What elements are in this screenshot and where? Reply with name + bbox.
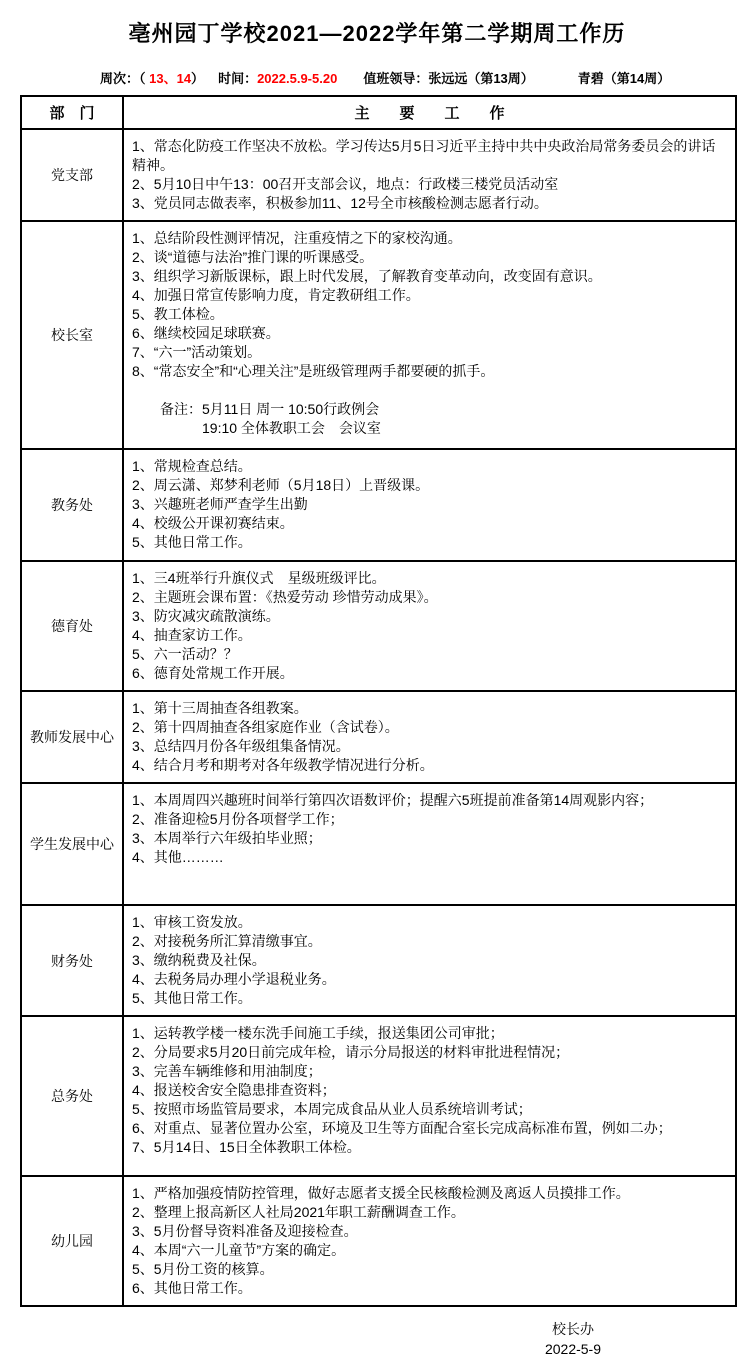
footer-date: 2022-5-9 [544, 1341, 602, 1357]
week-label: 周次：（ [100, 71, 150, 86]
work-item: 3、5月份督导资料准备及迎接检查。 [132, 1223, 358, 1239]
time-label: 时间： [218, 71, 258, 86]
work-cell [123, 221, 736, 449]
dept-cell: 德育处 [21, 561, 123, 691]
note-line: 备注：5月11日 周一 10:50行政例会 [160, 401, 380, 417]
work-item: 2、对接税务所汇算清缴事宜。 [132, 933, 322, 949]
header-work: 主 要 工 作 [123, 96, 736, 129]
work-item: 7、“六一”活动策划。 [132, 344, 262, 360]
document-page [0, 20, 754, 1358]
work-item: 8、“常态安全”和“心理关注”是班级管理两手都要硬的抓手。 [132, 363, 495, 379]
work-item: 1、运转教学楼一楼东洗手间施工手续，报送集团公司审批； [132, 1025, 504, 1041]
table-row-1 [21, 129, 736, 221]
dept-cell: 总务处 [21, 1016, 123, 1176]
work-item: 1、总结阶段性测评情况，注重疫情之下的家校沟通。 [132, 230, 462, 246]
work-cell [123, 783, 736, 905]
work-item: 6、继续校园足球联赛。 [132, 325, 280, 341]
note-block [132, 400, 729, 438]
work-cell [123, 691, 736, 783]
work-item: 3、缴纳税费及社保。 [132, 952, 266, 968]
work-cell [123, 129, 736, 221]
work-item: 1、严格加强疫情防控管理，做好志愿者支援全民核酸检测及离返人员摸排工作。 [132, 1185, 630, 1201]
work-cell [123, 905, 736, 1016]
work-item: 7、5月14日、15日全体教职工体检。 [132, 1139, 361, 1155]
week-close: ） [191, 71, 205, 86]
table-row-5 [21, 691, 736, 783]
work-item: 3、完善车辆维修和用油制度； [132, 1063, 322, 1079]
work-item: 5、其他日常工作。 [132, 990, 252, 1006]
work-item: 4、抽查家访工作。 [132, 627, 252, 643]
work-item: 3、组织学习新版课标，跟上时代发展，了解教育变革动向，改变固有意识。 [132, 268, 602, 284]
dept-cell: 教师发展中心 [21, 691, 123, 783]
table-row-7 [21, 905, 736, 1016]
footer-office: 校长办 [552, 1321, 594, 1337]
work-item: 2、准备迎检5月份各项督学工作； [132, 811, 344, 827]
duty-name-week14: 青碧（第14周） [577, 71, 671, 86]
footer [533, 1319, 613, 1359]
meta-line [100, 70, 754, 87]
work-table [20, 95, 737, 1307]
work-item: 4、其他……… [132, 849, 224, 865]
work-item: 1、本周周四兴趣班时间举行第四次语数评价；提醒六5班提前准备第14周观影内容； [132, 792, 654, 808]
header-dept: 部 门 [21, 96, 123, 129]
duty-label: 值班领导： [363, 71, 429, 86]
work-item: 6、德育处常规工作开展。 [132, 665, 294, 681]
work-item: 2、周云潇、郑梦利老师（5月18日）上晋级课。 [132, 477, 430, 493]
dept-cell: 财务处 [21, 905, 123, 1016]
work-item: 1、审核工资发放。 [132, 914, 252, 930]
table-row-8 [21, 1016, 736, 1176]
table-row-4 [21, 561, 736, 691]
dept-cell: 校长室 [21, 221, 123, 449]
work-cell [123, 561, 736, 691]
work-item: 5、按照市场监管局要求，本周完成食品从业人员系统培训考试； [132, 1101, 532, 1117]
table-header-row [21, 96, 736, 129]
work-item: 1、常态化防疫工作坚决不放松。学习传达5月5日习近平主持中共中央政治局常务委员会的讲话精神。 [132, 138, 716, 173]
work-item: 2、主题班会课布置：《热爱劳动 珍惜劳动成果》。 [132, 589, 438, 605]
week-value: 13、14 [149, 71, 192, 86]
work-item: 4、去税务局办理小学退税业务。 [132, 971, 336, 987]
work-item: 3、兴趣班老师严查学生出勤 [132, 496, 308, 512]
note-line: 19:10 全体教职工会 会议室 [202, 420, 381, 436]
work-item: 1、第十三周抽查各组教案。 [132, 700, 308, 716]
work-item: 4、校级公开课初赛结束。 [132, 515, 294, 531]
work-item: 2、整理上报高新区人社局2021年职工薪酬调查工作。 [132, 1204, 465, 1220]
work-item: 3、防灾减灾疏散演练。 [132, 608, 280, 624]
work-item: 5、其他日常工作。 [132, 534, 252, 550]
table-row-3 [21, 449, 736, 561]
work-cell [123, 1016, 736, 1176]
dept-cell: 党支部 [21, 129, 123, 221]
work-item: 5、5月份工资的核算。 [132, 1261, 274, 1277]
work-item: 3、本周举行六年级拍毕业照； [132, 830, 322, 846]
work-item: 4、加强日常宣传影响力度，肯定教研组工作。 [132, 287, 420, 303]
work-item: 6、其他日常工作。 [132, 1280, 252, 1296]
work-cell [123, 1176, 736, 1306]
dept-cell: 教务处 [21, 449, 123, 561]
work-cell [123, 449, 736, 561]
work-item: 4、报送校舍安全隐患排查资料； [132, 1082, 336, 1098]
dept-cell: 学生发展中心 [21, 783, 123, 905]
table-row-6 [21, 783, 736, 905]
page-title: 亳州园丁学校2021—2022学年第二学期周工作历 [128, 21, 626, 46]
work-item: 3、党员同志做表率，积极参加11、12号全市核酸检测志愿者行动。 [132, 195, 548, 211]
time-value: 2022.5.9-5.20 [257, 71, 338, 86]
work-item: 2、分局要求5月20日前完成年检，请示分局报送的材料审批进程情况； [132, 1044, 570, 1060]
work-item: 4、结合月考和期考对各年级教学情况进行分析。 [132, 757, 434, 773]
work-item: 2、谈“道德与法治”推门课的听课感受。 [132, 249, 374, 265]
work-item: 1、常规检查总结。 [132, 458, 252, 474]
work-item: 1、三4班举行升旗仪式 星级班级评比。 [132, 570, 386, 586]
work-item: 3、总结四月份各年级组集备情况。 [132, 738, 350, 754]
work-item: 4、本周“六一儿童节”方案的确定。 [132, 1242, 346, 1258]
work-item: 2、5月10日中午13：00召开支部会议，地点：行政楼三楼党员活动室 [132, 176, 559, 192]
dept-cell: 幼儿园 [21, 1176, 123, 1306]
work-item: 2、第十四周抽查各组家庭作业（含试卷）。 [132, 719, 399, 735]
table-row-2 [21, 221, 736, 449]
table-row-9 [21, 1176, 736, 1306]
work-item: 5、教工体检。 [132, 306, 224, 322]
work-item: 5、六一活动？？ [132, 646, 238, 662]
duty-name-week13: 张远远（第13周） [428, 71, 534, 86]
work-item: 6、对重点、显著位置办公室，环境及卫生等方面配合室长完成高标准布置，例如二办； [132, 1120, 672, 1136]
